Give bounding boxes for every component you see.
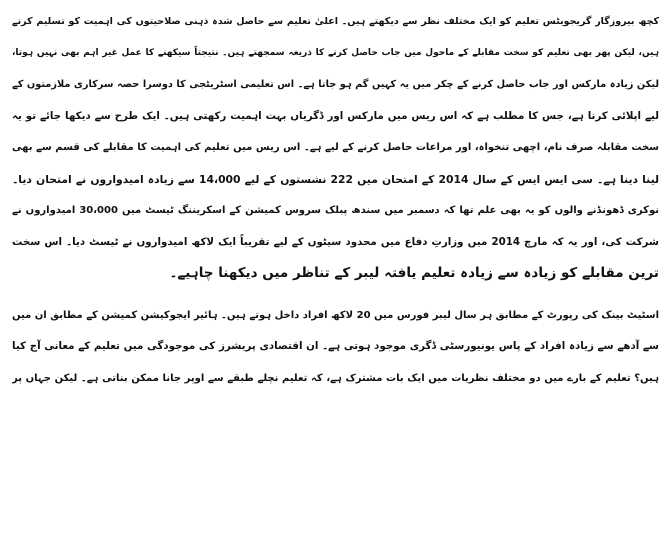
paragraph-1	[12, 6, 659, 290]
paragraph-line: اسٹیٹ بینک کی رپورٹ کے مطابق ہر سال لیبر فورس میں 20 لاکھ افراد داخل ہوتے ہیں۔ ہائیر ایجوکیشن کمیشن کے مطابق ان میں	[12, 309, 659, 321]
paragraph-line: کچھ بیروزگار گریجویٹس تعلیم کو ایک مختلف نظر سے دیکھتے ہیں۔ اعلیٰ تعلیم سے حاصل شدہ ذہنی صلاحیتوں کی اہمیت کو تسلیم کرتے	[12, 16, 659, 27]
paragraph-line: نوکری ڈھونڈنے والوں کو یہ بھی علم تھا کہ دسمبر میں سندھ پبلک سروس کمیشن کے اسکریننگ ٹیسٹ میں 30،000 امیدواروں نے	[12, 205, 659, 216]
paragraph-line: لینا دینا ہے۔ سی ایس ایس کے سال 2014 کے امتحان میں 222 نشستوں کے لیے 14،000 سے زیادہ امیدواروں نے امتحان دیا۔	[12, 172, 659, 186]
paragraph-line: ہیں؟ تعلیم کے بارے میں دو مختلف نظریات میں ایک بات مشترک ہے، کہ تعلیم نچلے طبقے سے اوپر جانا ممکن بناتی ہے۔ لیکن جہاں پر	[12, 372, 659, 384]
paragraph-line: ہیں، لیکن پھر بھی تعلیم کو سخت مقابلے کے ماحول میں جاب حاصل کرنے کا ذریعہ سمجھتے ہیں۔ نتیجتاً سیکھنے کا عمل غیر اہم بھی نہیں ہوتا،	[12, 47, 659, 58]
paragraph-line: سے آدھے سے زیادہ افراد کے پاس یونیورسٹی ڈگری موجود ہوتی ہے۔ ان اقتصادی پریشرز کی موجودگی میں تعلیم کے معانی آج کیا	[12, 340, 659, 352]
paragraph-gap	[12, 290, 659, 300]
paragraph-line: سخت مقابلہ صرف نام، اچھی تنخواہ، اور مراعات حاصل کرنے کے لیے ہے۔ اس ریس میں تعلیم کی اہمیت کا مقابلے کی قسم سے بھی	[12, 142, 659, 153]
paragraph-line: ترین مقابلے کو زیادہ سے زیادہ تعلیم یافتہ لیبر کے تناظر میں دیکھنا چاہیے۔	[169, 265, 659, 281]
paragraph-line: لیے اپلائی کرنا ہے، جس کا مطلب ہے کہ اس ریس میں مارکس اور ڈگریاں بہت اہمیت رکھتی ہیں۔ ایک طرح سے دیکھا جائے تو یہ	[12, 109, 659, 122]
paragraph-line: شرکت کی، اور یہ کہ مارچ 2014 میں وزارتِ دفاع میں محدود سیٹوں کے لیے تقریباً ایک لاکھ امیدواروں نے ٹیسٹ دیا۔ اس سخت	[12, 235, 659, 248]
paragraph-2	[12, 300, 659, 395]
paragraph-line: لیکن زیادہ مارکس اور جاب حاصل کرنے کے چکر میں یہ کہیں گم ہو جاتا ہے۔ اس تعلیمی اسٹریٹجی کا دوسرا حصہ سرکاری ملازمتوں کے	[12, 79, 659, 90]
